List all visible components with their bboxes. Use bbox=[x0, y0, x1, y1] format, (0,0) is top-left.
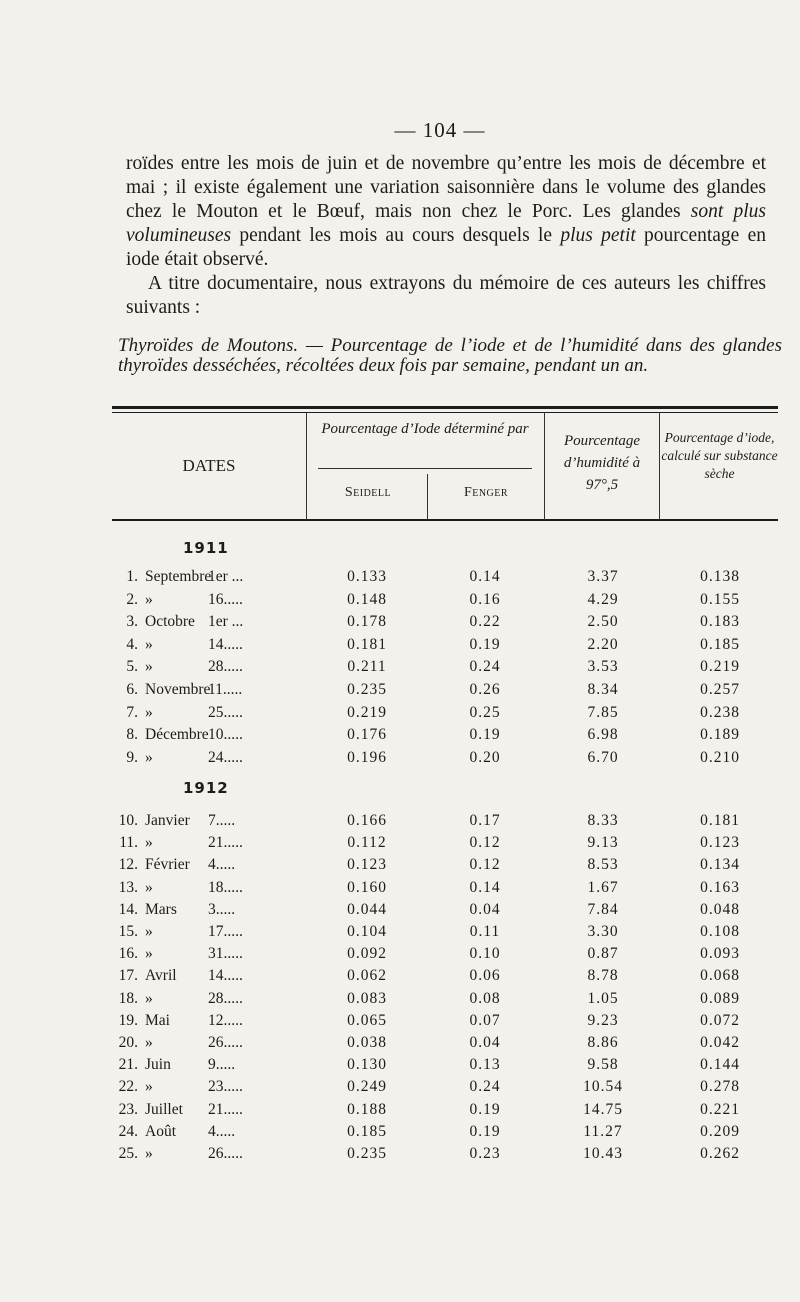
cell-seidell: 0.133 bbox=[347, 568, 387, 585]
paragraph-1: roïdes entre les mois de juin et de novembre qu’entre les mois de décembre et mai ; il existe également une variation saisonnière dans le volume des glandes chez le Mouton et le Bœuf, mais non chez le Porc. Les glandes sont plus volumineuses pendant les mois au cours desquels le plus petit pourcentage en iode était observé. bbox=[126, 153, 767, 270]
column-divider bbox=[659, 412, 660, 520]
cell-iode-sec: 0.257 bbox=[700, 681, 740, 698]
row-number: 20. bbox=[118, 1034, 138, 1051]
cell-humidite: 0.87 bbox=[587, 945, 619, 963]
cell-seidell: 0.065 bbox=[347, 1011, 387, 1029]
row-number: 23. bbox=[118, 1100, 138, 1118]
row-number: 18. bbox=[118, 989, 138, 1007]
row-month: Septembre bbox=[145, 568, 212, 585]
page-number: — 104 — bbox=[394, 118, 486, 142]
cell-humidite: 6.70 bbox=[587, 748, 619, 766]
cell-iode-sec: 0.155 bbox=[700, 590, 740, 608]
cell-humidite: 3.53 bbox=[587, 658, 619, 676]
row-month: Janvier bbox=[145, 812, 190, 829]
cell-humidite: 9.23 bbox=[587, 1011, 619, 1029]
cell-fenger: 0.14 bbox=[469, 568, 501, 585]
cell-seidell: 0.038 bbox=[347, 1034, 387, 1051]
table-top-rule-thin bbox=[112, 412, 778, 413]
table-row bbox=[0, 681, 800, 703]
header-fenger: Fenger bbox=[463, 485, 509, 500]
row-number: 22. bbox=[118, 1078, 138, 1096]
row-number: 12. bbox=[118, 856, 138, 874]
row-day: 18..... bbox=[208, 878, 243, 896]
header-bottom-rule bbox=[112, 519, 778, 521]
cell-fenger: 0.26 bbox=[469, 681, 501, 698]
row-number: 1. bbox=[126, 568, 138, 585]
row-number: 16. bbox=[118, 945, 138, 963]
row-month: » bbox=[145, 658, 153, 676]
cell-iode-sec: 0.048 bbox=[700, 900, 740, 918]
cell-fenger: 0.07 bbox=[469, 1011, 501, 1029]
row-day: 1er ... bbox=[208, 613, 244, 631]
row-month: Juin bbox=[145, 1056, 171, 1074]
row-month: Juillet bbox=[145, 1100, 183, 1118]
table-row bbox=[0, 726, 800, 748]
cell-fenger: 0.24 bbox=[469, 1078, 501, 1096]
row-month: Décembre bbox=[145, 726, 209, 744]
cell-seidell: 0.148 bbox=[347, 590, 387, 608]
cell-fenger: 0.14 bbox=[469, 878, 501, 896]
cell-humidite: 8.53 bbox=[587, 856, 619, 874]
cell-fenger: 0.23 bbox=[469, 1145, 501, 1162]
row-day: 21..... bbox=[208, 1100, 243, 1118]
cell-iode-sec: 0.183 bbox=[700, 613, 740, 631]
row-day: 14..... bbox=[208, 967, 243, 985]
row-number: 8. bbox=[126, 726, 138, 744]
table-row bbox=[0, 1034, 800, 1056]
cell-fenger: 0.13 bbox=[469, 1056, 501, 1074]
row-day: 26..... bbox=[208, 1145, 243, 1162]
row-day: 12..... bbox=[208, 1011, 243, 1029]
cell-seidell: 0.211 bbox=[347, 658, 387, 676]
row-number: 5. bbox=[126, 658, 138, 676]
row-day: 9..... bbox=[208, 1056, 236, 1074]
cell-iode-sec: 0.278 bbox=[700, 1078, 740, 1096]
row-day: 4..... bbox=[208, 856, 236, 874]
cell-fenger: 0.19 bbox=[469, 635, 501, 653]
cell-humidite: 3.37 bbox=[587, 568, 619, 585]
cell-iode-sec: 0.185 bbox=[700, 635, 740, 653]
table-top-rule bbox=[112, 406, 778, 409]
table-row bbox=[0, 591, 800, 613]
cell-humidite: 1.67 bbox=[587, 878, 619, 896]
cell-seidell: 0.166 bbox=[347, 812, 387, 829]
cell-humidite: 8.33 bbox=[587, 812, 619, 829]
cell-fenger: 0.12 bbox=[469, 856, 501, 874]
cell-humidite: 10.54 bbox=[583, 1078, 623, 1096]
cell-seidell: 0.219 bbox=[347, 703, 387, 721]
table-row bbox=[0, 613, 800, 635]
cell-fenger: 0.24 bbox=[469, 658, 501, 676]
row-month: » bbox=[145, 878, 153, 896]
table-row bbox=[0, 1056, 800, 1078]
table-row bbox=[0, 704, 800, 726]
cell-seidell: 0.062 bbox=[347, 967, 387, 985]
row-day: 16..... bbox=[208, 590, 243, 608]
cell-humidite: 1.05 bbox=[587, 989, 619, 1007]
cell-iode-sec: 0.219 bbox=[700, 658, 740, 676]
cell-fenger: 0.08 bbox=[469, 989, 501, 1007]
table-row bbox=[0, 856, 800, 878]
year-label-1911: 1911 bbox=[183, 539, 229, 557]
cell-fenger: 0.12 bbox=[469, 834, 501, 852]
cell-iode-sec: 0.262 bbox=[700, 1145, 740, 1162]
cell-humidite: 3.30 bbox=[587, 923, 619, 940]
cell-seidell: 0.235 bbox=[347, 1145, 387, 1162]
cell-seidell: 0.104 bbox=[347, 923, 387, 940]
header-dates: DATES bbox=[182, 456, 236, 475]
cell-humidite: 7.84 bbox=[587, 900, 619, 918]
cell-fenger: 0.25 bbox=[469, 703, 501, 721]
row-number: 24. bbox=[118, 1122, 138, 1140]
table-row bbox=[0, 568, 800, 590]
table-row bbox=[0, 636, 800, 658]
row-number: 4. bbox=[126, 635, 138, 653]
column-divider bbox=[544, 412, 545, 520]
table-row bbox=[0, 990, 800, 1012]
cell-fenger: 0.04 bbox=[469, 1034, 501, 1051]
header-group-rule bbox=[318, 468, 532, 469]
row-number: 10. bbox=[118, 812, 138, 829]
cell-seidell: 0.160 bbox=[347, 878, 387, 896]
row-day: 21..... bbox=[208, 834, 243, 852]
table-row bbox=[0, 923, 800, 945]
row-day: 31..... bbox=[208, 945, 243, 963]
year-label-1912: 1912 bbox=[183, 779, 229, 797]
row-day: 4..... bbox=[208, 1122, 236, 1140]
row-day: 14..... bbox=[208, 635, 243, 653]
cell-iode-sec: 0.089 bbox=[700, 989, 740, 1007]
table-row bbox=[0, 901, 800, 923]
table-row bbox=[0, 658, 800, 680]
cell-fenger: 0.04 bbox=[469, 900, 501, 918]
cell-iode-sec: 0.163 bbox=[700, 878, 740, 896]
cell-seidell: 0.092 bbox=[347, 945, 387, 963]
table-row bbox=[0, 945, 800, 967]
row-day: 28..... bbox=[208, 658, 243, 676]
row-day: 1er ... bbox=[208, 568, 244, 585]
row-day: 17..... bbox=[208, 923, 243, 940]
row-month: » bbox=[145, 923, 153, 940]
row-month: Mai bbox=[145, 1011, 170, 1029]
row-number: 9. bbox=[126, 748, 138, 766]
cell-iode-sec: 0.072 bbox=[700, 1011, 740, 1029]
table-row bbox=[0, 812, 800, 834]
header-seidell: Seidell bbox=[344, 485, 392, 500]
paragraph-2: A titre documentaire, nous extrayons du mémoire de ces auteurs les chiffres suivants : bbox=[126, 273, 766, 318]
cell-seidell: 0.112 bbox=[347, 834, 387, 852]
cell-seidell: 0.123 bbox=[347, 856, 387, 874]
row-day: 28..... bbox=[208, 989, 243, 1007]
cell-humidite: 6.98 bbox=[587, 726, 619, 744]
row-number: 17. bbox=[118, 967, 138, 985]
row-number: 21. bbox=[118, 1056, 138, 1074]
row-month: Novembre bbox=[145, 681, 211, 698]
table-row bbox=[0, 1012, 800, 1034]
cell-iode-sec: 0.123 bbox=[700, 834, 740, 852]
row-day: 3..... bbox=[208, 900, 236, 918]
cell-humidite: 8.34 bbox=[587, 681, 619, 698]
cell-fenger: 0.06 bbox=[469, 967, 501, 985]
header-iode-sec: Pourcentage d’iode, calculé sur substance sèche bbox=[661, 430, 778, 481]
cell-iode-sec: 0.138 bbox=[700, 568, 740, 585]
row-number: 25. bbox=[118, 1145, 138, 1162]
row-day: 24..... bbox=[208, 748, 243, 766]
row-month: Octobre bbox=[145, 613, 195, 631]
cell-fenger: 0.19 bbox=[469, 726, 501, 744]
row-number: 13. bbox=[118, 878, 138, 896]
cell-fenger: 0.17 bbox=[469, 812, 501, 829]
cell-iode-sec: 0.134 bbox=[700, 856, 740, 874]
row-month: » bbox=[145, 834, 153, 852]
row-day: 10..... bbox=[208, 726, 243, 744]
cell-humidite: 8.78 bbox=[587, 967, 619, 985]
row-day: 11..... bbox=[208, 681, 243, 698]
cell-seidell: 0.130 bbox=[347, 1056, 387, 1074]
row-month: » bbox=[145, 590, 153, 608]
body-text bbox=[126, 152, 766, 320]
row-number: 7. bbox=[126, 703, 138, 721]
cell-fenger: 0.11 bbox=[469, 923, 501, 940]
table-row bbox=[0, 879, 800, 901]
header-humidite: Pourcentage d’humidité à 97°,5 bbox=[563, 433, 641, 493]
cell-seidell: 0.044 bbox=[347, 900, 387, 918]
row-month: » bbox=[145, 1034, 153, 1051]
row-number: 19. bbox=[118, 1011, 138, 1029]
cell-iode-sec: 0.093 bbox=[700, 945, 740, 963]
row-month: » bbox=[145, 945, 153, 963]
cell-seidell: 0.178 bbox=[347, 613, 387, 631]
cell-iode-sec: 0.209 bbox=[700, 1122, 740, 1140]
row-number: 14. bbox=[118, 900, 138, 918]
table-row bbox=[0, 1078, 800, 1100]
row-month: » bbox=[145, 748, 153, 766]
cell-iode-sec: 0.068 bbox=[700, 967, 740, 985]
row-month: » bbox=[145, 703, 153, 721]
row-number: 6. bbox=[126, 681, 138, 698]
cell-fenger: 0.10 bbox=[469, 945, 501, 963]
table-row bbox=[0, 1145, 800, 1167]
row-number: 15. bbox=[118, 923, 138, 940]
cell-seidell: 0.249 bbox=[347, 1078, 387, 1096]
row-number: 2. bbox=[126, 590, 138, 608]
cell-iode-sec: 0.189 bbox=[700, 726, 740, 744]
row-month: » bbox=[145, 989, 153, 1007]
cell-iode-sec: 0.042 bbox=[700, 1034, 740, 1051]
row-month: » bbox=[145, 635, 153, 653]
cell-fenger: 0.22 bbox=[469, 613, 501, 631]
cell-seidell: 0.196 bbox=[347, 748, 387, 766]
row-month: Février bbox=[145, 856, 190, 874]
table-row bbox=[0, 749, 800, 771]
cell-iode-sec: 0.238 bbox=[700, 703, 740, 721]
cell-humidite: 2.50 bbox=[587, 613, 619, 631]
row-number: 11. bbox=[119, 834, 138, 852]
cell-iode-sec: 0.210 bbox=[700, 748, 740, 766]
column-divider bbox=[306, 412, 307, 520]
table-row bbox=[0, 1123, 800, 1145]
row-month: » bbox=[145, 1078, 153, 1096]
cell-iode-sec: 0.181 bbox=[700, 812, 740, 829]
row-day: 7..... bbox=[208, 812, 236, 829]
row-month: Mars bbox=[145, 900, 177, 918]
cell-seidell: 0.181 bbox=[347, 635, 387, 653]
cell-iode-sec: 0.108 bbox=[700, 923, 740, 940]
cell-humidite: 2.20 bbox=[587, 635, 619, 653]
cell-humidite: 11.27 bbox=[583, 1122, 623, 1140]
row-month: Avril bbox=[145, 967, 177, 985]
table-caption: Thyroïdes de Moutons. — Pourcentage de l’iode et de l’humidité dans des glandes thyroïdes desséchées, récoltées deux fois par semaine, pendant un an. bbox=[118, 335, 782, 376]
cell-humidite: 14.75 bbox=[583, 1100, 623, 1118]
row-month: » bbox=[145, 1145, 153, 1162]
row-day: 26..... bbox=[208, 1034, 243, 1051]
cell-fenger: 0.16 bbox=[469, 590, 501, 608]
row-day: 23..... bbox=[208, 1078, 243, 1096]
cell-seidell: 0.188 bbox=[347, 1100, 387, 1118]
cell-seidell: 0.185 bbox=[347, 1122, 387, 1140]
table-row bbox=[0, 1101, 800, 1123]
cell-seidell: 0.176 bbox=[347, 726, 387, 744]
cell-humidite: 4.29 bbox=[587, 590, 619, 608]
row-month: Août bbox=[145, 1122, 176, 1140]
cell-humidite: 10.43 bbox=[583, 1145, 623, 1162]
cell-seidell: 0.083 bbox=[347, 989, 387, 1007]
cell-humidite: 9.13 bbox=[587, 834, 619, 852]
table-row bbox=[0, 967, 800, 989]
row-day: 25..... bbox=[208, 703, 243, 721]
header-iode-group: Pourcentage d’Iode déterminé par bbox=[321, 421, 529, 437]
cell-fenger: 0.20 bbox=[469, 748, 501, 766]
cell-seidell: 0.235 bbox=[347, 681, 387, 698]
cell-humidite: 9.58 bbox=[587, 1056, 619, 1074]
table-row bbox=[0, 834, 800, 856]
cell-iode-sec: 0.144 bbox=[700, 1056, 740, 1074]
row-number: 3. bbox=[126, 613, 138, 631]
cell-humidite: 7.85 bbox=[587, 703, 619, 721]
cell-iode-sec: 0.221 bbox=[700, 1100, 740, 1118]
cell-fenger: 0.19 bbox=[469, 1122, 501, 1140]
cell-fenger: 0.19 bbox=[469, 1100, 501, 1118]
cell-humidite: 8.86 bbox=[587, 1034, 619, 1051]
